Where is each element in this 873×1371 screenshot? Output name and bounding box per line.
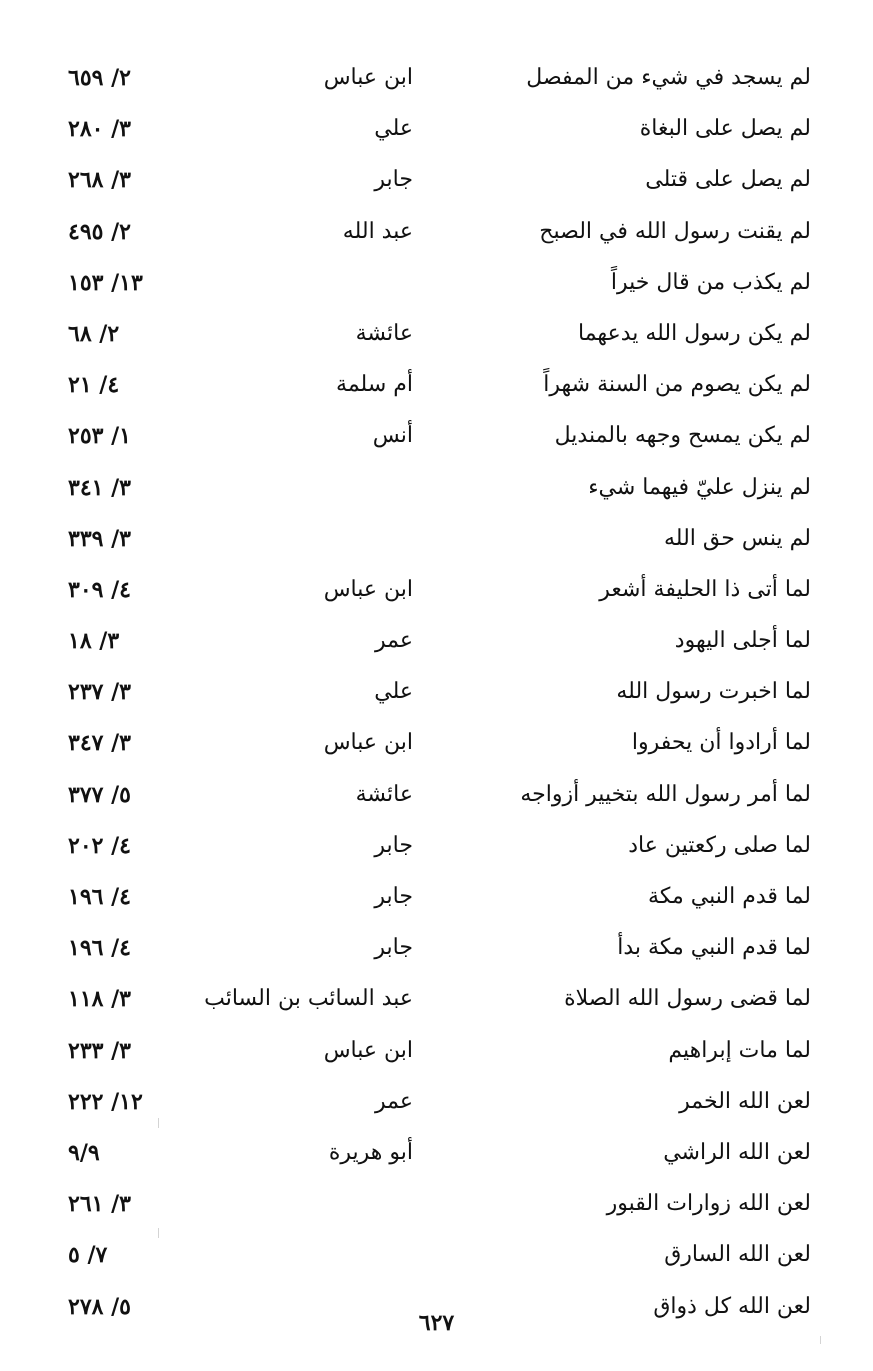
hadith-text: لما أتى ذا الحليفة أشعر <box>599 576 811 602</box>
hadith-text: لما قدم النبي مكة <box>648 884 811 909</box>
narrator-name: جابر <box>374 832 413 858</box>
narrator-name: ابن عباس <box>323 65 413 90</box>
hadith-text: لم يكن يمسح وجهه بالمنديل <box>554 423 811 449</box>
hadith-text: لما قضى رسول الله الصلاة <box>564 986 811 1012</box>
narrator-name: جابر <box>374 935 413 961</box>
volume-page-reference: ٣/ ١٨ <box>68 628 120 655</box>
hadith-text: لما أمر رسول الله بتخيير أزواجه <box>520 781 811 807</box>
volume-page-reference: ٣/ ٢٦٨ <box>68 167 131 194</box>
hadith-text: لما أرادوا أن يحفروا <box>631 730 811 756</box>
index-entry <box>0 771 873 822</box>
index-entry <box>0 515 873 566</box>
index-entry <box>0 156 873 207</box>
hadith-text: لعن الله زوارات القبور <box>606 1191 811 1217</box>
volume-page-reference: ٣/ ٣٤٧ <box>68 730 131 757</box>
volume-page-reference: ٢/ ٦٥٩ <box>68 65 131 91</box>
index-entry <box>0 873 873 924</box>
volume-page-reference: ٤/ ١٩٦ <box>68 884 131 910</box>
hadith-text: لعن الله الخمر <box>679 1088 811 1114</box>
narrator-name: علي <box>374 679 413 705</box>
narrator-name: ابن عباس <box>323 576 413 602</box>
hadith-index-list <box>0 54 873 1334</box>
narrator-name: جابر <box>374 884 413 909</box>
volume-page-reference: ٩/٩ <box>68 1139 100 1166</box>
volume-page-reference: ٣/ ٣٣٩ <box>68 525 131 552</box>
narrator-name: أم سلمة <box>336 372 413 398</box>
volume-page-reference: ٣/ ٣٤١ <box>68 474 131 501</box>
narrator-name: جابر <box>374 167 413 193</box>
index-entry <box>0 668 873 719</box>
index-entry <box>0 259 873 310</box>
hadith-text: لما صلى ركعتين عاد <box>628 832 811 858</box>
hadith-text: لم ينس حق الله <box>664 525 811 551</box>
volume-page-reference: ٣/ ٢٣٧ <box>68 679 131 706</box>
hadith-text: لم يكذب من قال خيراً <box>610 269 811 295</box>
hadith-text: لما اخبرت رسول الله <box>616 679 811 705</box>
narrator-name: أنس <box>372 423 413 449</box>
hadith-text: لعن الله السارق <box>664 1242 811 1268</box>
volume-page-reference: ٢/ ٤٩٥ <box>68 218 131 245</box>
index-entry <box>0 464 873 515</box>
hadith-text: لعن الله الراشي <box>663 1139 811 1165</box>
hadith-text: لم يصل على قتلى <box>645 167 811 193</box>
narrator-name: عائشة <box>355 320 413 346</box>
volume-page-reference: ٣/ ٢٨٠ <box>68 116 131 143</box>
index-entry <box>0 105 873 156</box>
hadith-text: لم يصل على البغاة <box>639 116 811 142</box>
narrator-name: عبد الله <box>342 218 413 244</box>
narrator-name: ابن عباس <box>323 1037 413 1063</box>
index-entry <box>0 361 873 412</box>
narrator-name: ابن عباس <box>323 730 413 756</box>
narrator-name: عائشة <box>355 781 413 807</box>
narrator-name: عمر <box>375 628 413 654</box>
scan-edge-mark <box>158 1228 159 1238</box>
narrator-name: أبو هريرة <box>328 1139 413 1165</box>
scan-edge-mark <box>820 1336 821 1344</box>
volume-page-reference: ٢/ ٦٨ <box>68 320 120 347</box>
hadith-text: لما أجلى اليهود <box>674 628 811 654</box>
volume-page-reference: ٣/ ١١٨ <box>68 986 131 1013</box>
volume-page-reference: ٤/ ٢١ <box>68 372 120 399</box>
index-entry <box>0 975 873 1026</box>
volume-page-reference: ٤/ ٣٠٩ <box>68 576 131 603</box>
index-entry <box>0 719 873 770</box>
volume-page-reference: ٤/ ١٩٦ <box>68 935 131 962</box>
narrator-name: علي <box>374 116 413 142</box>
hadith-text: لعن الله كل ذواق <box>653 1293 811 1319</box>
index-entry <box>0 412 873 463</box>
index-entry <box>0 208 873 259</box>
index-entry <box>0 924 873 975</box>
volume-page-reference: ١٣/ ١٥٣ <box>68 269 143 296</box>
volume-page-reference: ٧/ ٥ <box>68 1242 108 1269</box>
index-entry <box>0 310 873 361</box>
index-entry <box>0 1078 873 1129</box>
volume-page-reference: ٥/ ٢٧٨ <box>68 1293 131 1320</box>
volume-page-reference: ٣/ ٢٦١ <box>68 1191 131 1218</box>
index-entry <box>0 54 873 105</box>
hadith-text: لم يكن يصوم من السنة شهراً <box>543 372 811 398</box>
hadith-text: لم يقنت رسول الله في الصبح <box>539 218 811 244</box>
index-entry <box>0 1027 873 1078</box>
index-entry <box>0 566 873 617</box>
index-entry <box>0 822 873 873</box>
hadith-text: لم ينزل عليّ فيهما شيء <box>588 474 811 500</box>
hadith-text: لم يسجد في شيء من المفصل <box>526 65 811 90</box>
volume-page-reference: ١/ ٢٥٣ <box>68 423 131 450</box>
index-entry <box>0 617 873 668</box>
page-number: ٦٢٧ <box>418 1310 455 1336</box>
volume-page-reference: ١٢/ ٢٢٢ <box>68 1088 143 1115</box>
volume-page-reference: ٥/ ٣٧٧ <box>68 781 131 808</box>
hadith-text: لما مات إبراهيم <box>668 1037 811 1063</box>
hadith-text: لما قدم النبي مكة بدأ <box>617 935 811 961</box>
index-entry <box>0 1180 873 1231</box>
narrator-name: عبد السائب بن السائب <box>204 986 413 1012</box>
scan-edge-mark <box>158 1118 159 1128</box>
volume-page-reference: ٤/ ٢٠٢ <box>68 832 131 859</box>
index-entry <box>0 1231 873 1282</box>
index-entry <box>0 1129 873 1180</box>
hadith-text: لم يكن رسول الله يدعهما <box>578 320 811 346</box>
volume-page-reference: ٣/ ٢٣٣ <box>68 1037 131 1064</box>
narrator-name: عمر <box>375 1088 413 1114</box>
